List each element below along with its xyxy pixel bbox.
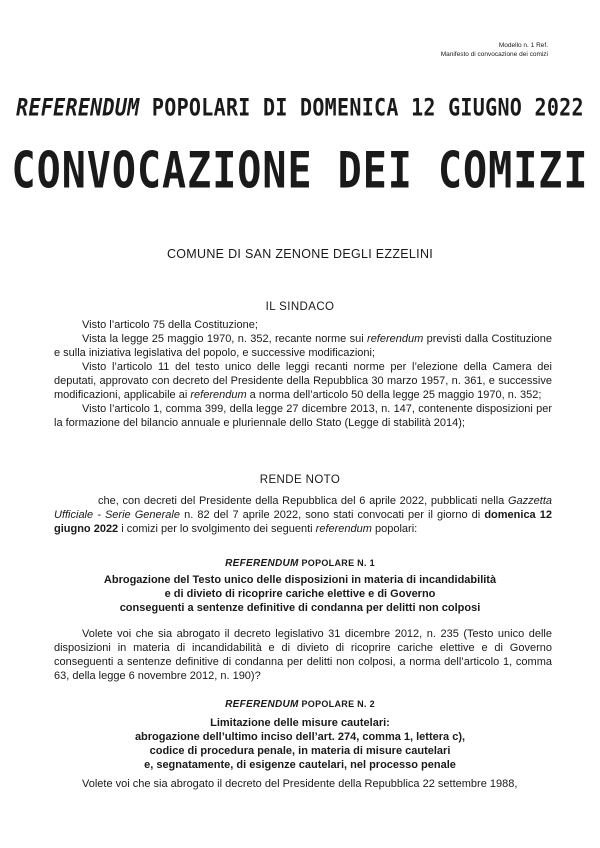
referendum-1-label: REFERENDUM POPOLARE N. 1 bbox=[225, 558, 375, 569]
referendum-2-question: Volete voi che sia abrogato il decreto del Presidente della Repubblica 22 settembre 1988, bbox=[82, 778, 518, 790]
referendum-2-label: REFERENDUM POPOLARE N. 2 bbox=[225, 699, 375, 710]
referendum-2-title: Limitazione delle misure cautelari: abrogazione dell’ultimo inciso dell’art. 274, comma 1, lettera c), codice di procedura penale, in materia di misure cautelari e, segnatamente, di esigenze cautelari, nel processo penale bbox=[134, 717, 466, 771]
rende-noto-heading: RENDE NOTO bbox=[259, 474, 341, 486]
model-number: Modello n. 1 Ref. bbox=[498, 42, 548, 49]
model-description: Manifesto di convocazione dei comizi bbox=[440, 51, 548, 58]
rende-noto-paragraph: che, con decreti del Presidente della Repubblica del 6 aprile 2022, pubblicati nella Gazzetta Ufficiale - Serie Generale n. 82 del 7 aprile 2022, sono stati convocati per il giorno di domenica 12 giugno 2022 i comizi per lo svolgimento dei seguenti referendum popolari: bbox=[54, 495, 553, 535]
visto-paragraph: Vista la legge 25 maggio 1970, n. 352, recante norme sui referendum previsti dalla Costituzione e sulla iniziativa legislativa del popolo, e successive modificazioni; bbox=[54, 333, 552, 359]
visto-paragraph: Visto l’articolo 11 del testo unico delle leggi recanti norme per l’elezione della Camera dei deputati, approvato con decreto del Presidente della Repubblica 30 marzo 1957, n. 361, e successive modificazioni, applicabile ai referendum a norma dell’articolo 50 della legge 25 maggio 1970, n. 352; bbox=[54, 361, 552, 401]
referendum-1-title: Abrogazione del Testo unico delle disposizioni in materia di incandidabilità e di divieto di ricoprire cariche elettive e di Governo conseguenti a sentenze definitive di condanna per delitti non colposi bbox=[103, 574, 497, 614]
sindaco-heading: IL SINDACO bbox=[265, 301, 335, 313]
municipality-name: COMUNE DI SAN ZENONE DEGLI EZZELINI bbox=[166, 247, 434, 261]
visto-paragraph: Visto l’articolo 1, comma 399, della legge 27 dicembre 2013, n. 147, contenente disposizioni per la formazione del bilancio annuale e pluriennale dello Stato (Legge di stabilità 2014); bbox=[54, 403, 552, 429]
referendum-1-question: Volete voi che sia abrogato il decreto legislativo 31 dicembre 2012, n. 235 (Testo unico delle disposizioni in materia di incandidabilità e di divieto di ricoprire cariche elettive e di Governo conseguenti a sentenze definitive di condanna per delitti non colposi, a norma dell’articolo 1, comma 63, della legge 6 novembre 2012, n. 190)? bbox=[54, 628, 552, 682]
main-heading: CONVOCAZIONE DEI COMIZI bbox=[11, 142, 589, 200]
visto-section bbox=[54, 318, 552, 430]
page-title bbox=[0, 93, 600, 121]
title-referendum-word: REFERENDUM bbox=[16, 92, 140, 122]
model-reference bbox=[441, 41, 548, 59]
visto-paragraph: Visto l’articolo 75 della Costituzione; bbox=[82, 319, 258, 331]
title-date: POPOLARI DI DOMENICA 12 GIUGNO 2022 bbox=[139, 92, 584, 122]
